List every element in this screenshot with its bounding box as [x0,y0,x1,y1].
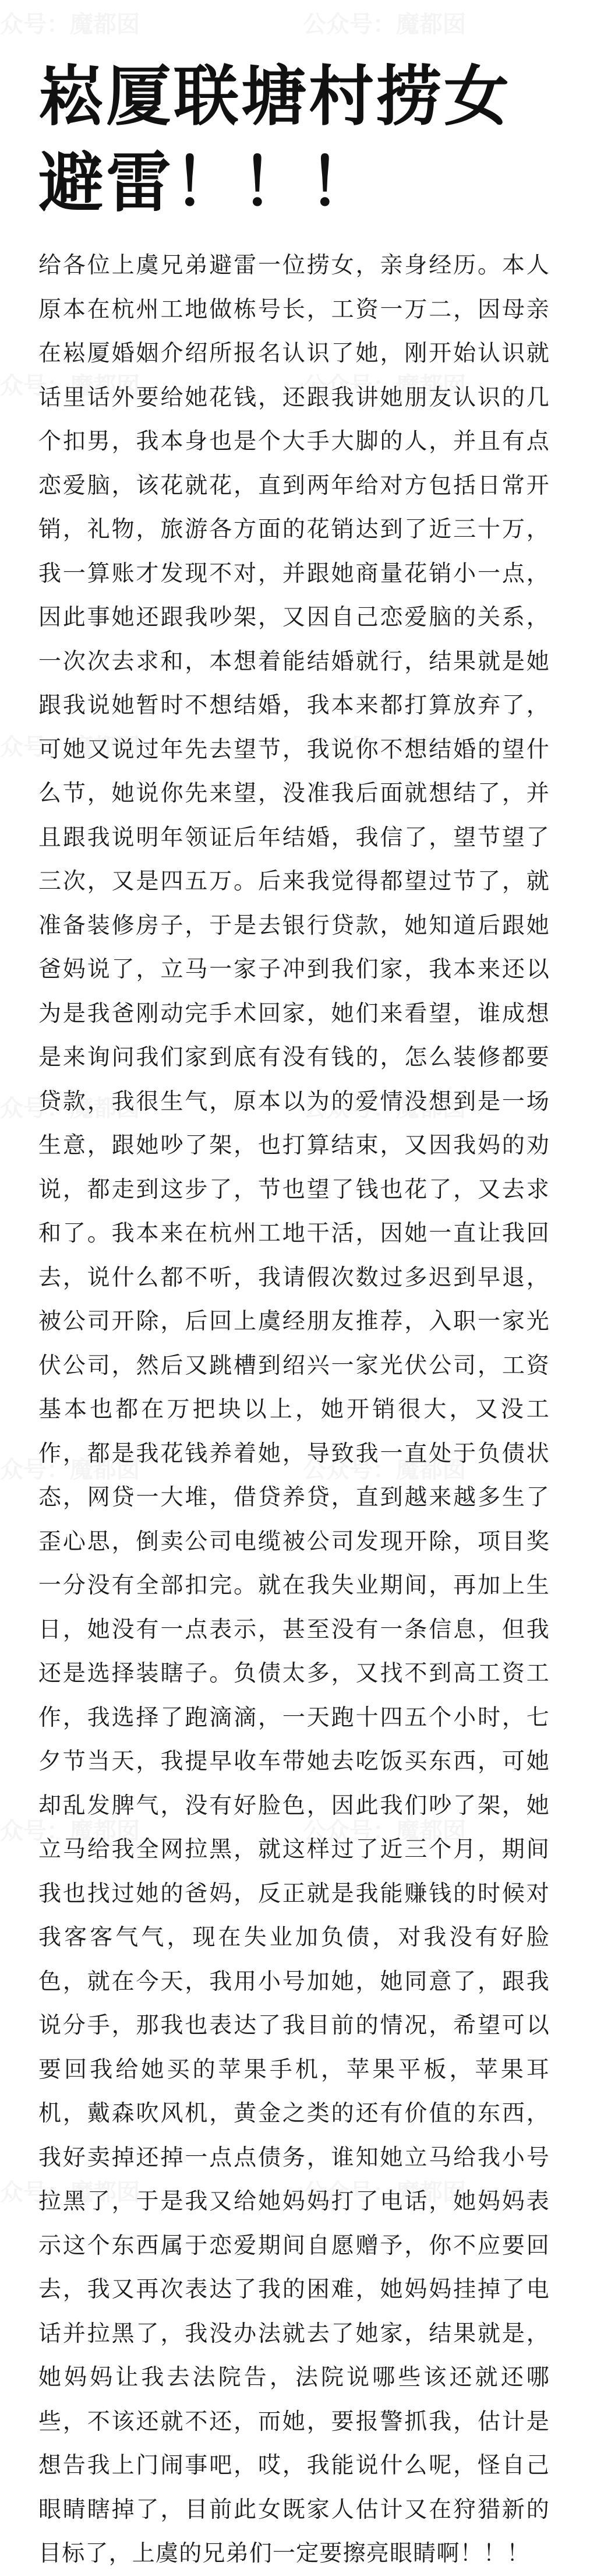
watermark-text [0,6,140,39]
article-title: 崧厦联塘村捞女避雷！！！ [38,59,511,221]
watermark-text [303,6,466,39]
article-body: 给各位上虞兄弟避雷一位捞女，亲身经历。本人原本在杭州工地做栋号长，工资一万二，因母亲在崧厦婚姻介绍所报名认识了她，刚开始认识就话里话外要给她花钱，还跟我讲她朋友认识的几个扣男，我本身也是个大手大脚的人，并且有点恋爱脑，该花就花，直到两年给对方包括日常开销，礼物，旅游各方面的花销达到了近三十万，我一算账才发现不对，并跟她商量花销小一点，因此事她还跟我吵架，又因自己恋爱脑的关系，一次次去求和，本想着能结婚就行，结果就是她跟我说她暂时不想结婚，我本来都打算放弃了，可她又说过年先去望节，我说你不想结婚的望什么节，她说你先来望，没准我后面就想结了，并且跟我说明年领证后年结婚，我信了，望节望了三次，又是四五万。后来我觉得都望过节了，就准备装修房子，于是去银行贷款，她知道后跟她爸妈说了，立马一家子冲到我们家，我本来还以为是我爸刚动完手术回家，她们来看望，谁成想是来询问我们家到底有没有钱的，怎么装修都要贷款，我很生气，原本以为的爱情没想到是一场生意，跟她吵了架，也打算结束，又因我妈的劝说，都走到这步了，节也望了钱也花了，又去求和了。我本来在杭州工地干活，因她一直让我回去，说什么都不听，我请假次数过多迟到早退，被公司开除，后回上虞经朋友推荐，入职一家光伏公司，然后又跳槽到绍兴一家光伏公司，工资基本也都在万把块以上，她开销很大，又没工作，都是我花钱养着她，导致我一直处于负债状态，网贷一大堆，借贷养贷，直到越来越多生了歪心思，倒卖公司电缆被公司发现开除，项目奖一分没有全部扣完。就在我失业期间，再加上生日，她没有一点表示，甚至没有一条信息，但我还是选择装瞎子。负债太多，又找不到高工资工作，我选择了跑滴滴，一天跑十四五个小时，七夕节当天，我提早收车带她去吃饭买东西，可她却乱发脾气，没有好脸色，因此我们吵了架，她立马给我全网拉黑，就这样过了近三个月，期间我也找过她的爸妈，反正就是我能赚钱的时候对我客客气气，现在失业加负债，对我没有好脸色，就在今天，我用小号加她，她同意了，跟我说分手，那我也表达了我目前的情况，希望可以要回我给她买的苹果手机，苹果平板，苹果耳机，戴森吹风机，黄金之类的还有价值的东西，我好卖掉还掉一点点债务，谁知她立马给我小号拉黑了，于是我又给她妈妈打了电话，她妈妈表示这个东西属于恋爱期间自愿赠予，你不应要回去，我又再次表达了我的困难，她妈妈挂掉了电话并拉黑了，我没办法就去了她家，结果就是，她妈妈让我去法院告，法院说哪些该还就还哪些，不该还就不还，而她，要报警抓我，估计是想告我上门闹事吧，哎，我能说什么呢，怪自己眼睛瞎掉了，目前此女既家人估计又在狩猎新的目标了，上虞的兄弟们一定要擦亮眼睛啊！！！ [38,252,550,2567]
